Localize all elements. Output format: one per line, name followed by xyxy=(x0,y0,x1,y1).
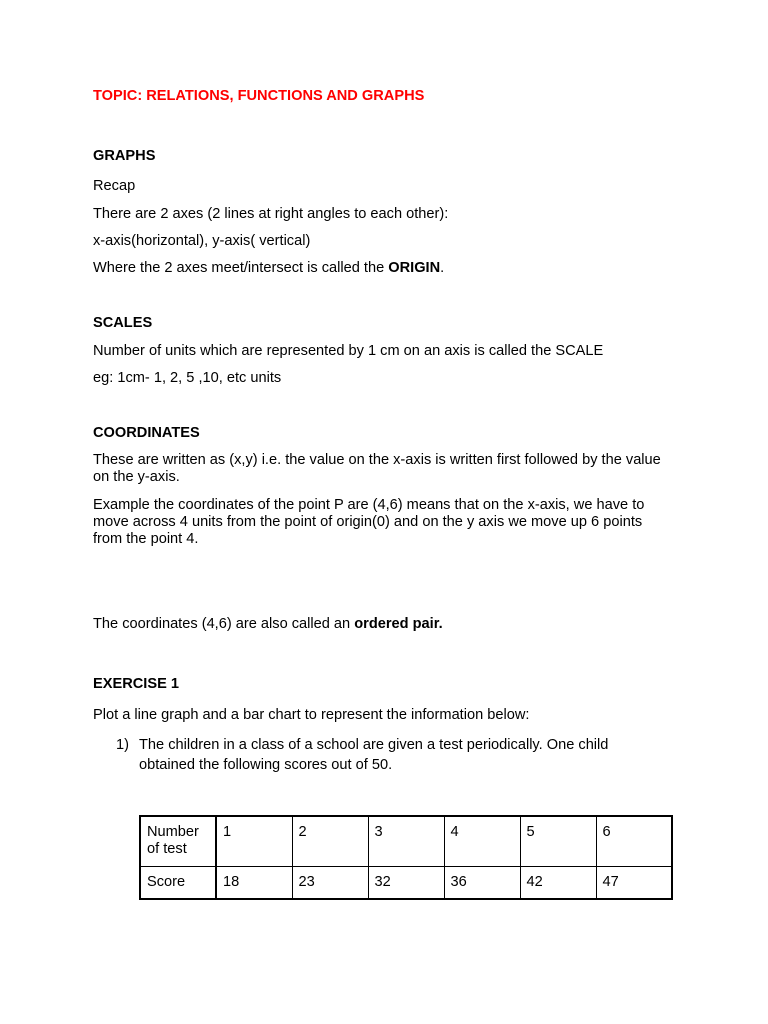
origin-sentence: Where the 2 axes meet/intersect is called the xyxy=(93,260,389,276)
table-cell: 36 xyxy=(444,867,520,900)
table-row-tests xyxy=(140,816,672,867)
coordinates-para-3 xyxy=(93,616,673,633)
table-row-scores xyxy=(140,867,672,900)
table-cell-label: Number of test xyxy=(140,816,216,867)
table-cell: 23 xyxy=(292,867,368,900)
graphs-line-1: There are 2 axes (2 lines at right angles to each other): xyxy=(93,206,449,222)
table-cell: 1 xyxy=(216,816,292,867)
scales-heading: SCALES xyxy=(93,315,153,331)
origin-period: . xyxy=(440,260,445,276)
graphs-line-2: x-axis(horizontal), y-axis( vertical) xyxy=(93,233,311,249)
table-cell: 42 xyxy=(520,867,596,900)
coordinates-heading: COORDINATES xyxy=(93,425,200,441)
coordinates-para-1: These are written as (x,y) i.e. the value on the x-axis is written first followed by the value on the y-axis. xyxy=(93,452,661,485)
origin-term: ORIGIN xyxy=(388,260,441,276)
coordinates-para-2: Example the coordinates of the point P are (4,6) means that on the x-axis, we have to move across 4 units from the point of origin(0) and on the y axis we move up 6 points from the point 4. xyxy=(93,497,645,547)
table-cell: 6 xyxy=(596,816,672,867)
graphs-heading: GRAPHS xyxy=(93,148,156,164)
exercise-item-number: 1) xyxy=(116,737,129,753)
ordered-pair-term: ordered pair. xyxy=(354,616,443,632)
exercise-item-text: The children in a class of a school are given a test periodically. One child obtained the following scores out of 50. xyxy=(139,737,609,773)
graphs-line-3 xyxy=(93,260,673,277)
exercise-heading: EXERCISE 1 xyxy=(93,676,179,692)
table-cell: 4 xyxy=(444,816,520,867)
recap-label: Recap xyxy=(93,178,136,194)
scores-table xyxy=(139,815,673,900)
table-cell: 3 xyxy=(368,816,444,867)
table-cell: 32 xyxy=(368,867,444,900)
table-cell: 18 xyxy=(216,867,292,900)
scales-line-2: eg: 1cm- 1, 2, 5 ,10, etc units xyxy=(93,370,282,386)
table-cell: 47 xyxy=(596,867,672,900)
scales-line-1: Number of units which are represented by 1 cm on an axis is called the SCALE xyxy=(93,343,604,359)
ordered-pair-sentence: The coordinates (4,6) are also called an xyxy=(93,616,355,632)
table-cell: 5 xyxy=(520,816,596,867)
table-cell: 2 xyxy=(292,816,368,867)
exercise-instruction: Plot a line graph and a bar chart to represent the information below: xyxy=(93,707,530,723)
topic-title: TOPIC: RELATIONS, FUNCTIONS AND GRAPHS xyxy=(93,88,425,104)
table-cell-label: Score xyxy=(140,867,216,900)
